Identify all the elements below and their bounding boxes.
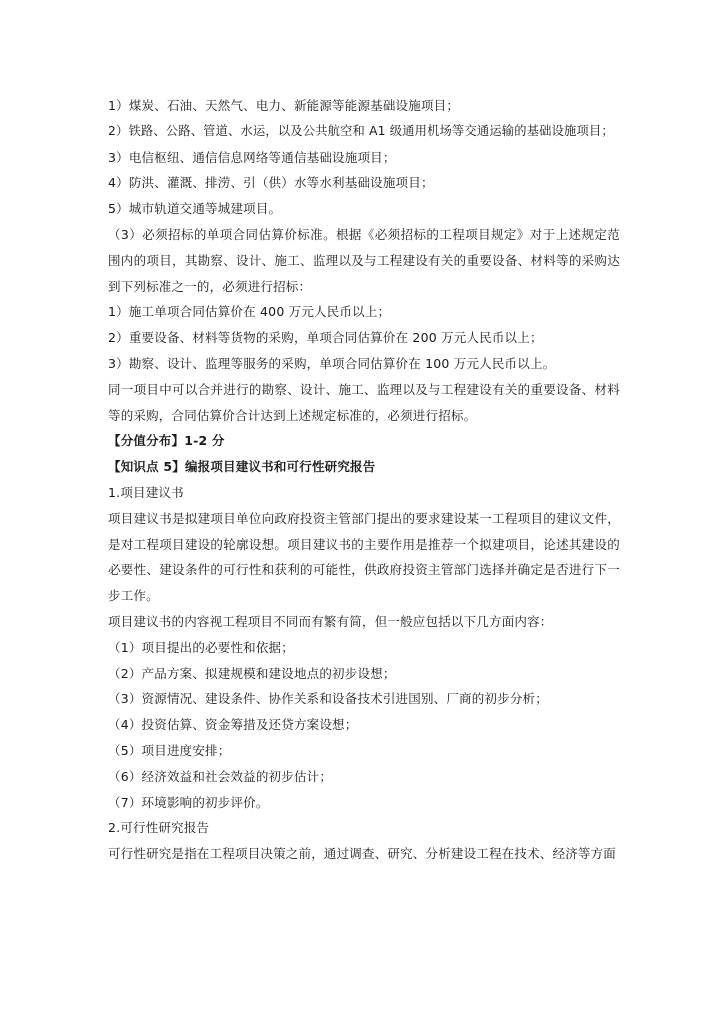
paragraph-energy-item: 1）煤炭、石油、天然气、电力、新能源等能源基础设施项目； xyxy=(108,98,460,113)
paragraph-feasibility-definition: 可行性研究是指在工程项目决策之前，通过调查、研究、分析建设工程在技术、经济等方面 xyxy=(108,846,617,862)
knowledge-point-heading: 【知识点 5】编报项目建议书和可行性研究报告 xyxy=(108,459,376,475)
list-item-product-plan: （2）产品方案、拟建规模和建设地点的初步设想； xyxy=(108,665,396,681)
document-body xyxy=(108,93,620,867)
list-item-benefits: （6）经济效益和社会效益的初步估计； xyxy=(108,768,333,784)
list-item-investment: （4）投资估算、资金筹措及还贷方案设想； xyxy=(108,717,358,733)
paragraph-water-item: 4）防洪、灌溉、排涝、引（供）水等水利基础设施项目； xyxy=(108,175,434,191)
list-item-environment: （7）环境影响的初步评价。 xyxy=(108,794,269,810)
paragraph-combined-procurement: 同一项目中可以合并进行的勘察、设计、施工、监理以及与工程建设有关的重要设备、材料等的采购，合同估算价合计达到上述规定标准的，必须进行招标。 xyxy=(108,381,620,423)
paragraph-goods-threshold: 2）重要设备、材料等货物的采购，单项合同估算价在 200 万元人民币以上； xyxy=(108,330,543,346)
paragraph-proposal-definition: 项目建议书是拟建项目单位向政府投资主管部门提出的要求建设某一工程项目的建议文件，是对工程项目建设的轮廓设想。项目建议书的主要作用是推荐一个拟建项目，论述其建设的必要性、建设条件的可行性和获利的可能性，供政府投资主管部门选择并确定是否进行下一步工作。 xyxy=(108,510,620,604)
paragraph-transport-item: 2）铁路、公路、管道、水运，以及公共航空和 A1 级通用机场等交通运输的基础设施项目； xyxy=(108,123,614,138)
list-item-schedule: （5）项目进度安排； xyxy=(108,742,231,758)
paragraph-telecom-item: 3）电信枢纽、通信信息网络等通信基础设施项目； xyxy=(108,149,396,165)
paragraph-construction-threshold: 1）施工单项合同估算价在 400 万元人民币以上； xyxy=(108,304,391,320)
section-heading-feasibility: 2.可行性研究报告 xyxy=(108,820,210,836)
paragraph-tender-standard: （3）必须招标的单项合同估算价标准。根据《必须招标的工程项目规定》对于上述规定范围内的项目，其勘察、设计、施工、监理以及与工程建设有关的重要设备、材料等的采购达到下列标准之一的，必须进行招标： xyxy=(108,226,620,294)
list-item-resources: （3）资源情况、建设条件、协作关系和设备技术引进国别、厂商的初步分析； xyxy=(108,691,548,707)
paragraph-services-threshold: 3）勘察、设计、监理等服务的采购，单项合同估算价在 100 万元人民币以上。 xyxy=(108,355,556,371)
paragraph-urban-item: 5）城市轨道交通等城建项目。 xyxy=(108,201,282,217)
section-heading-proposal: 1.项目建议书 xyxy=(108,484,184,500)
score-distribution-heading: 【分值分布】1-2 分 xyxy=(108,433,225,449)
paragraph-proposal-content-intro: 项目建议书的内容视工程项目不同而有繁有简，但一般应包括以下几方面内容： xyxy=(108,613,553,629)
list-item-necessity: （1）项目提出的必要性和依据； xyxy=(108,639,294,655)
